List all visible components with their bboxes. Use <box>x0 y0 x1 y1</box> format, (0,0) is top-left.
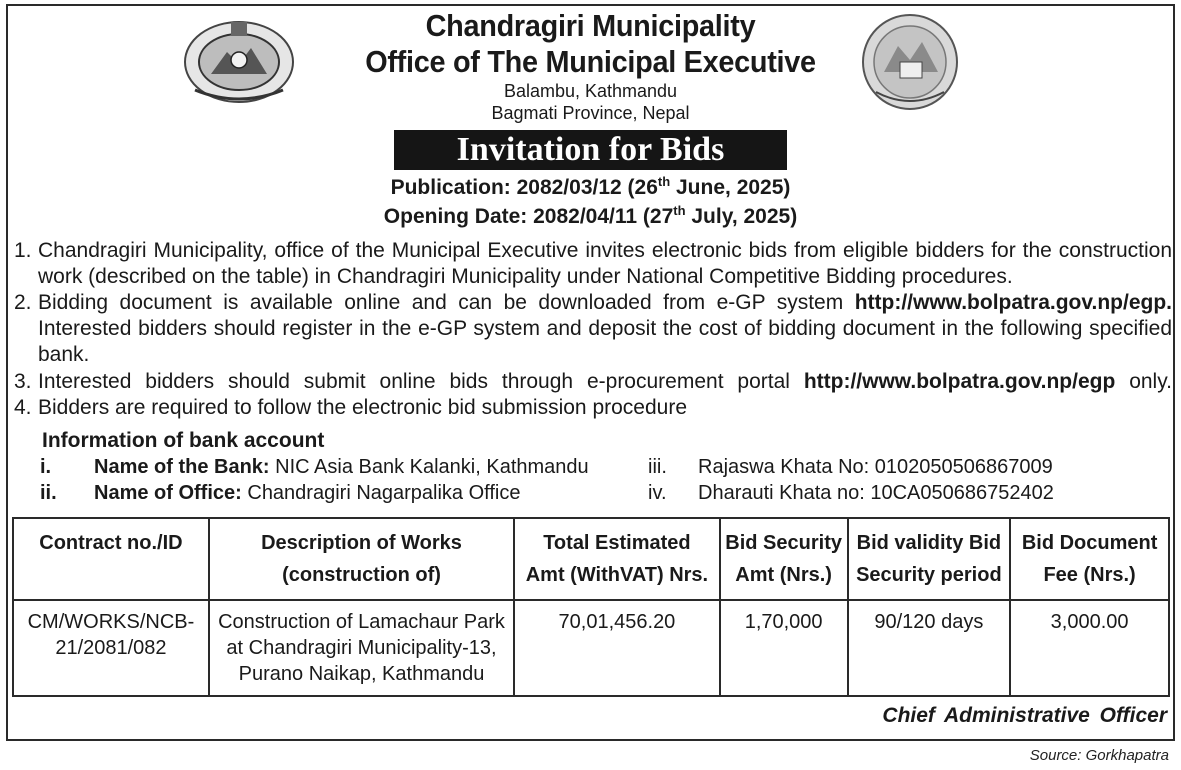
municipality-title: Chandragiri Municipality <box>425 8 756 43</box>
paragraph-2 <box>14 290 1172 368</box>
paragraph-number: 1. <box>14 239 32 262</box>
header-bid-validity: Bid validity Bid Security period <box>848 518 1011 600</box>
office-name: Name of Office: Chandragiri Nagarpalika Office <box>94 482 521 504</box>
bank-roman-iv: iv. <box>648 482 667 504</box>
address-line-2: Bagmati Province, Nepal <box>491 103 690 123</box>
cell-fee: 3,000.00 <box>1010 600 1169 696</box>
signatory: Chief Administrative Officer <box>882 704 1167 727</box>
paragraph-text: Interested bidders should submit online bids through e-procurement portal http://www.bolpatra.gov.np/egp only. <box>38 370 1172 393</box>
header-estimated-amount: Total Estimated Amt (WithVAT) Nrs. <box>514 518 720 600</box>
dharauti-account: Dharauti Khata no: 10CA050686752402 <box>698 482 1054 504</box>
bank-roman-iii: iii. <box>648 456 667 478</box>
office-title: Office of The Municipal Executive <box>365 44 816 79</box>
paragraph-number: 4. <box>14 396 32 419</box>
cell-validity: 90/120 days <box>848 600 1011 696</box>
bank-roman-i: i. <box>40 456 52 478</box>
paragraph-text: Bidding document is available online and can be downloaded from e-GP system http://www.bolpatra.gov.np/egp. Interested bidders should register in the e-GP system and deposit the cost of bidding document in the following specified bank. <box>38 291 1172 366</box>
cell-contract: CM/WORKS/NCB- 21/2081/082 <box>13 600 209 696</box>
rajaswa-account: Rajaswa Khata No: 0102050506867009 <box>698 456 1053 478</box>
paragraph-text: Chandragiri Municipality, office of the Municipal Executive invites electronic bids from eligible bidders for the construction work (described on the table) in Chandragiri Municipality under National Competitive Bidding procedures. <box>38 239 1172 288</box>
cell-amount: 70,01,456.20 <box>514 600 720 696</box>
paragraph-4 <box>14 395 1172 421</box>
cell-description: Construction of Lamachaur Park at Chandragiri Municipality-13, Purano Naikap, Kathmandu <box>209 600 514 696</box>
publication-date: Publication: 2082/03/12 (26th June, 2025) <box>390 174 791 199</box>
paragraph-number: 2. <box>14 291 32 314</box>
cell-security: 1,70,000 <box>720 600 848 696</box>
paragraph-3 <box>14 369 1172 395</box>
egp-link[interactable]: http://www.bolpatra.gov.np/egp. <box>854 291 1172 314</box>
egp-portal-link[interactable]: http://www.bolpatra.gov.np/egp <box>803 370 1116 393</box>
table-header-row <box>13 518 1169 600</box>
paragraph-number: 3. <box>14 370 32 393</box>
table-row <box>13 600 1169 696</box>
header-description: Description of Works (construction of) <box>209 518 514 600</box>
bank-roman-ii: ii. <box>40 482 57 504</box>
header-document-fee: Bid Document Fee (Nrs.) <box>1010 518 1169 600</box>
bank-name: Name of the Bank: NIC Asia Bank Kalanki, Kathmandu <box>94 456 589 478</box>
paragraph-1 <box>14 238 1172 290</box>
bids-table <box>12 517 1170 697</box>
source-credit: Source: Gorkhapatra <box>1029 747 1169 764</box>
invitation-banner: Invitation for Bids <box>394 130 787 170</box>
paragraph-text: Bidders are required to follow the electronic bid submission procedure <box>38 396 688 419</box>
opening-date: Opening Date: 2082/04/11 (27th July, 2025) <box>383 203 798 228</box>
header-bid-security: Bid Security Amt (Nrs.) <box>720 518 848 600</box>
address-line-1: Balambu, Kathmandu <box>503 81 678 101</box>
bank-info-heading: Information of bank account <box>42 429 325 452</box>
header-contract: Contract no./ID <box>13 518 209 600</box>
